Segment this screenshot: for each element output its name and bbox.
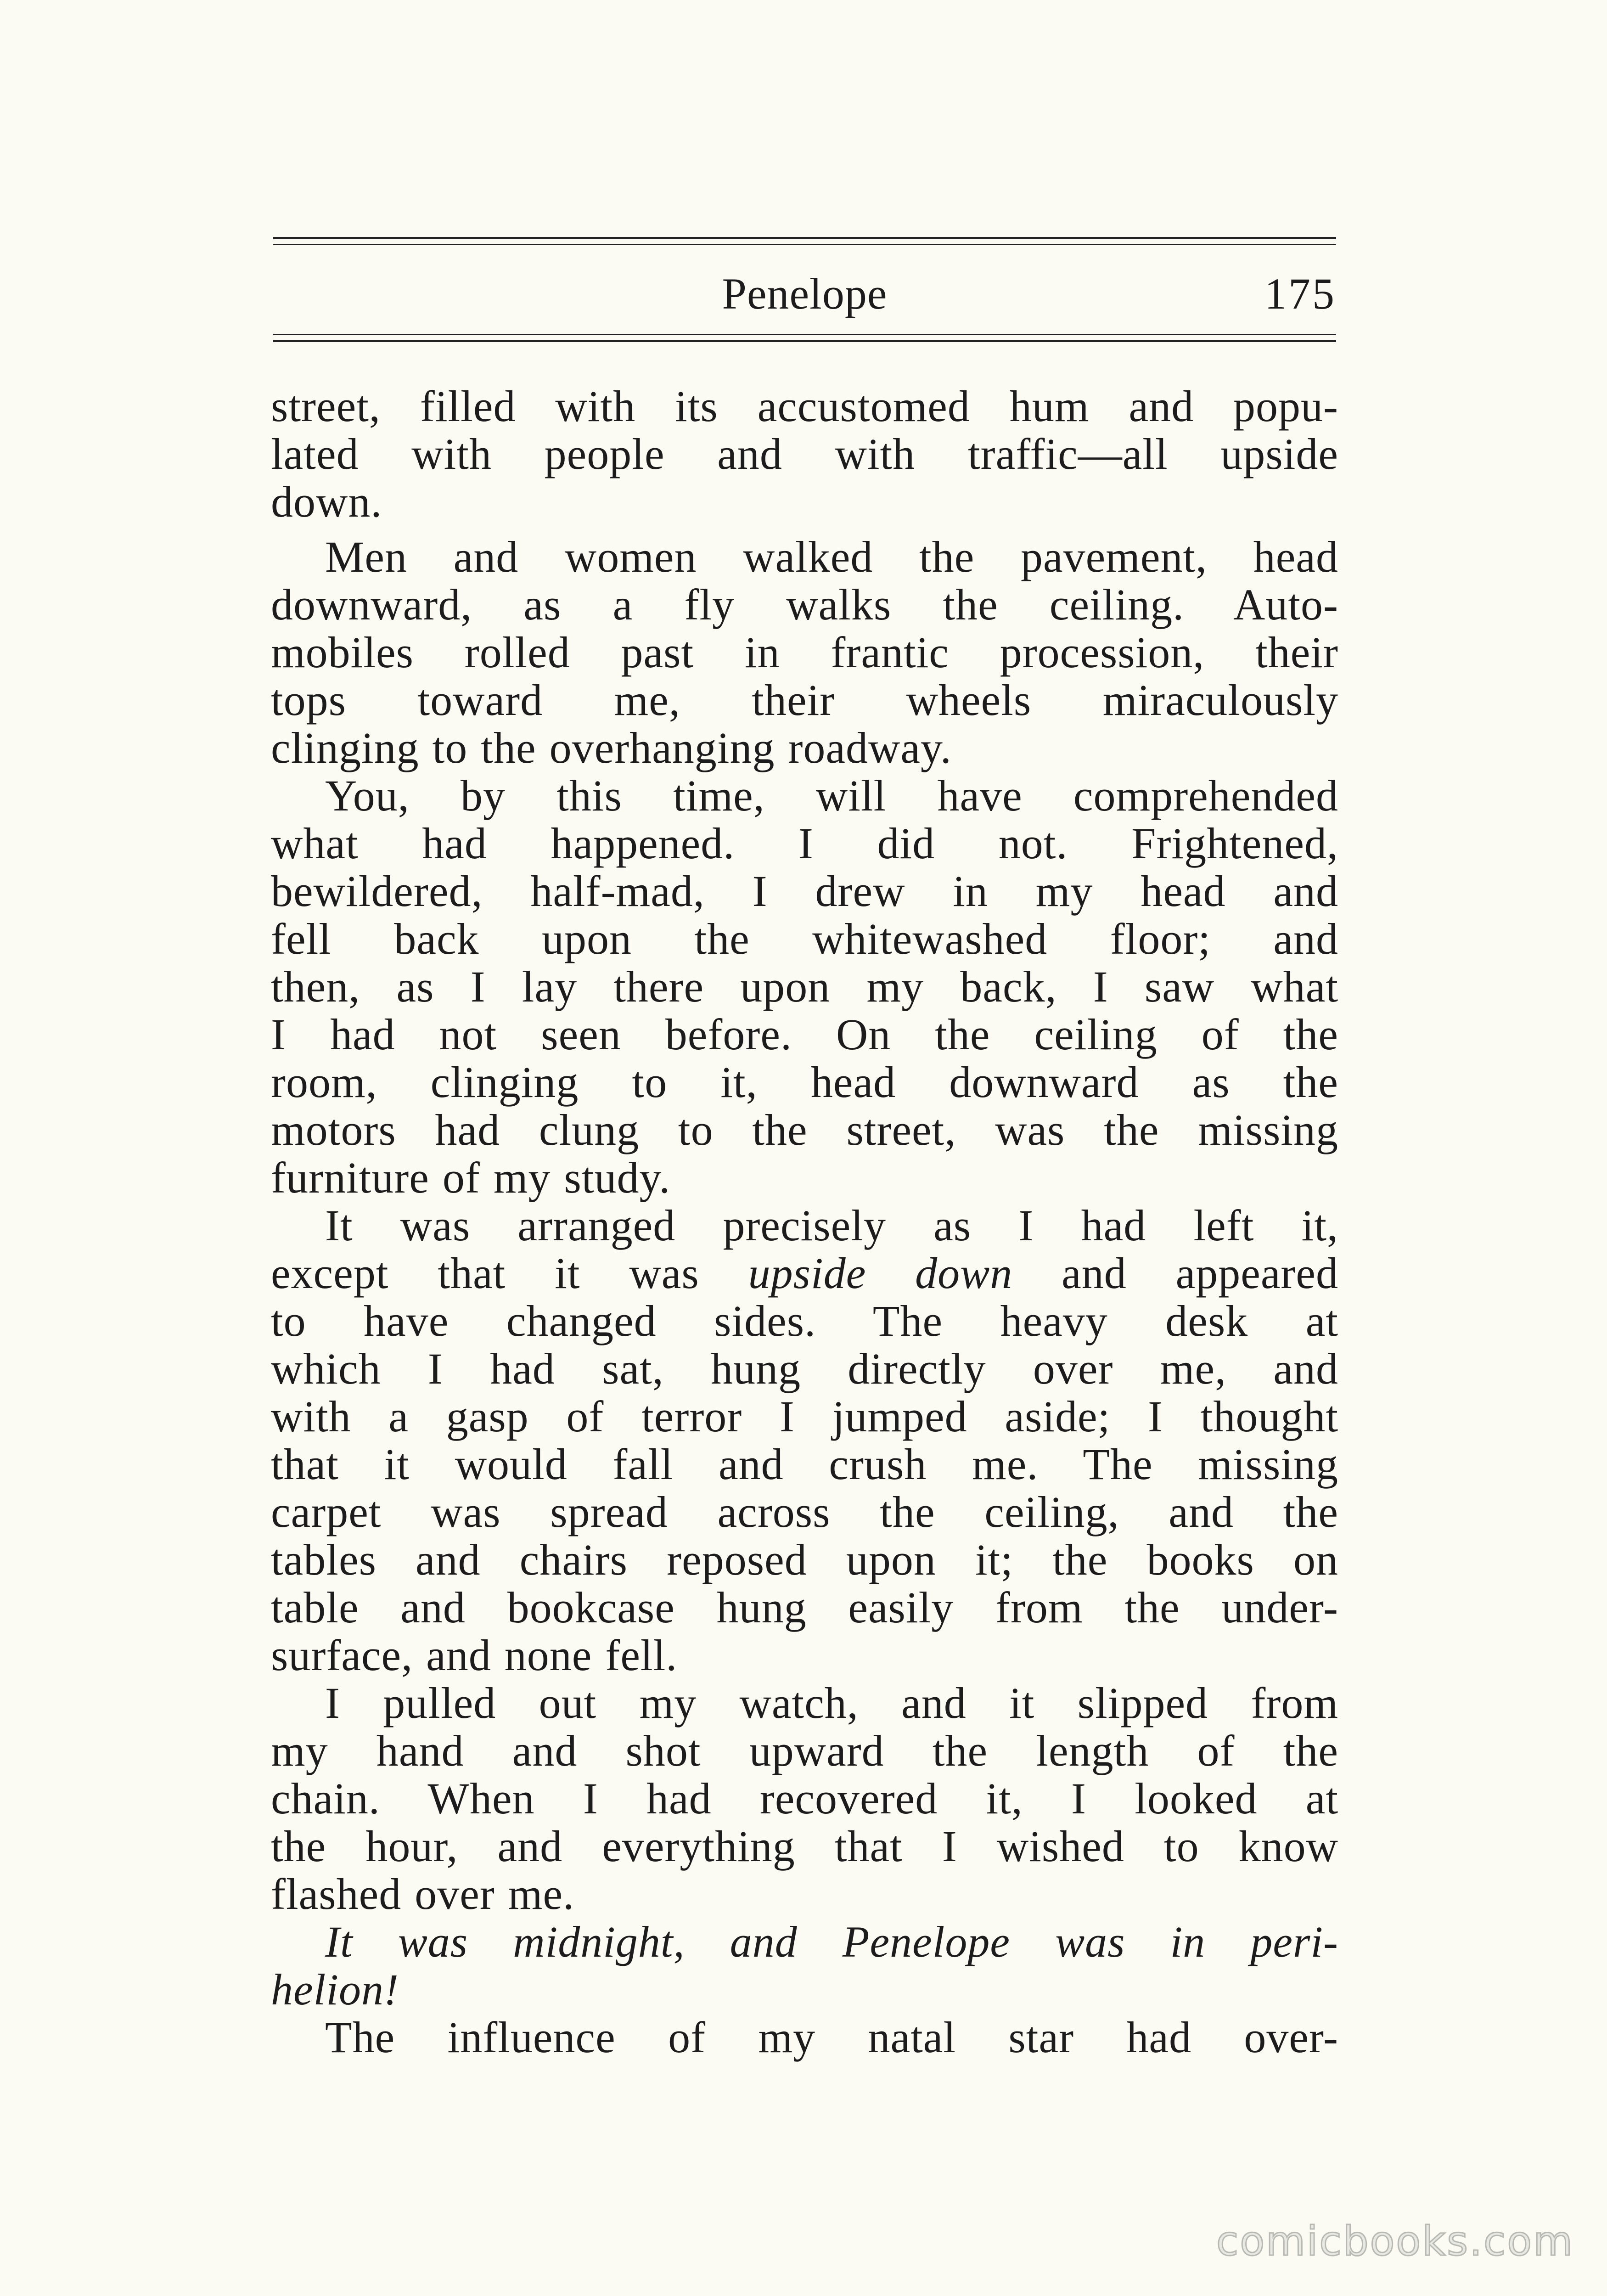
text-line: It was arranged precisely as I had left it, [325, 1201, 1338, 1250]
text-line: motors had clung to the street, was the missing [271, 1105, 1338, 1154]
page-number: 175 [1264, 269, 1336, 318]
page-header [273, 257, 1336, 321]
text-line: furniture of my study. [271, 1153, 671, 1202]
text-line: flashed over me. [271, 1869, 575, 1919]
text-line: You, by this time, will have comprehended [325, 771, 1338, 820]
text-line: surface, and none fell. [271, 1631, 678, 1680]
text-line: the hour, and everything that I wished to know [271, 1822, 1338, 1871]
text-line: I had not seen before. On the ceiling of the [271, 1010, 1338, 1059]
text-line: clinging to the overhanging roadway. [271, 723, 952, 772]
text-line: helion! [271, 1965, 399, 2014]
text-line: chain. When I had recovered it, I looked at [271, 1774, 1338, 1823]
text-span: and appeared [1012, 1249, 1339, 1298]
text-line: room, clinging to it, head downward as the [271, 1058, 1338, 1107]
text-line: The influence of my natal star had over- [325, 2013, 1338, 2062]
header-top-rule [273, 237, 1336, 239]
text-line: what had happened. I did not. Frightened, [271, 819, 1338, 868]
text-line: lated with people and with traffic—all upside [271, 429, 1338, 478]
text-line [271, 1249, 1338, 1297]
running-title: Penelope [722, 269, 888, 318]
text-line: down. [271, 477, 382, 526]
italic-emphasis: upside down [748, 1249, 1013, 1298]
watermark: comicbooks.com [1216, 2217, 1574, 2265]
text-line: street, filled with its accustomed hum and popu- [271, 382, 1338, 431]
text-line: I pulled out my watch, and it slipped from [325, 1678, 1338, 1728]
text-line: with a gasp of terror I jumped aside; I thought [271, 1392, 1338, 1441]
text-line: fell back upon the whitewashed floor; and [271, 914, 1338, 963]
text-line: tops toward me, their wheels miraculously [271, 675, 1338, 725]
text-line: Men and women walked the pavement, head [325, 532, 1338, 581]
text-line: to have changed sides. The heavy desk at [271, 1296, 1338, 1345]
text-line: my hand and shot upward the length of the [271, 1726, 1338, 1775]
text-line: tables and chairs reposed upon it; the books on [271, 1535, 1338, 1584]
text-line: that it would fall and crush me. The missing [271, 1440, 1338, 1489]
text-line: downward, as a fly walks the ceiling. Auto- [271, 580, 1338, 629]
text-line: table and bookcase hung easily from the under- [271, 1583, 1338, 1632]
text-span: except that it was [271, 1249, 748, 1298]
text-line: mobiles rolled past in frantic procession, their [271, 628, 1338, 677]
header-bottom-rule [273, 340, 1336, 342]
text-line: It was midnight, and Penelope was in peri- [325, 1917, 1338, 1966]
text-line: carpet was spread across the ceiling, and the [271, 1487, 1338, 1536]
body-text [271, 383, 1338, 2061]
header-bottom-rule-thin [273, 334, 1336, 335]
header-top-rule-thin [273, 244, 1336, 245]
text-line: then, as I lay there upon my back, I saw what [271, 962, 1338, 1011]
text-line: which I had sat, hung directly over me, and [271, 1344, 1338, 1393]
text-line: bewildered, half-mad, I drew in my head and [271, 867, 1338, 916]
